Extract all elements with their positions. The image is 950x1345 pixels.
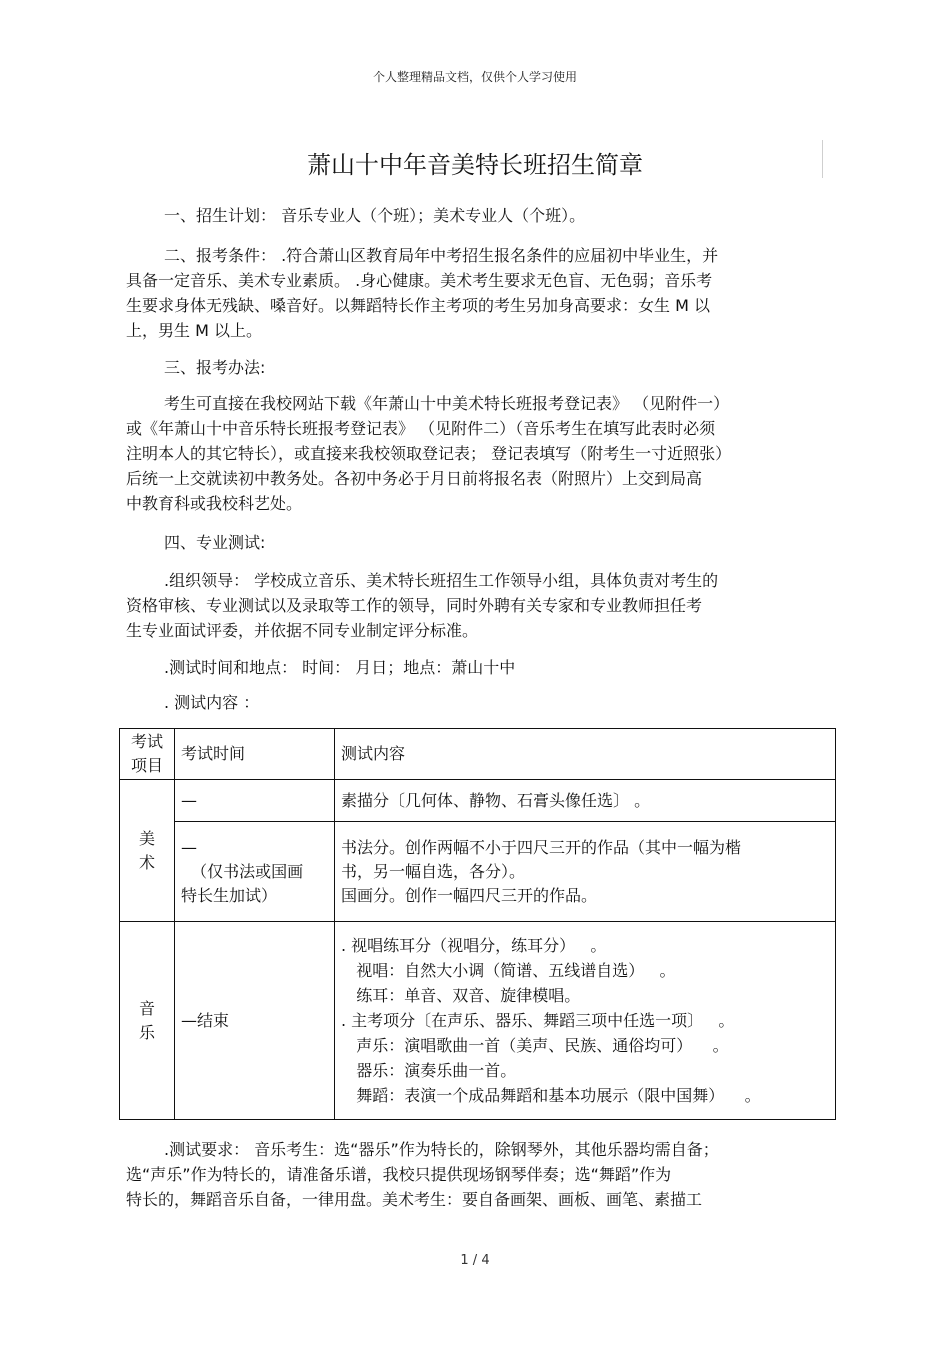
section-4-heading: 四、专业测试: xyxy=(164,533,266,552)
section-1-plan: 一、招生计划： 音乐专业人（个班）；美术专业人（个班）。 xyxy=(164,206,586,225)
org-line-3: 生专业面试评委，并依据不同专业制定评分标准。 xyxy=(126,621,479,640)
section-3-line-3: 注明本人的其它特长），或直接来我校领取登记表； 登记表填写（附考生一寸近照张） xyxy=(126,444,732,463)
table-row xyxy=(120,822,836,922)
section-2-line-4: 上，男生 M 以上。 xyxy=(126,321,262,340)
header-exam-item: 考试 项目 xyxy=(120,729,175,780)
page-header: 个人整理精品文档，仅供个人学习使用 xyxy=(372,70,577,84)
table-row xyxy=(120,780,836,822)
requirements-line-2: 选“声乐”作为特长的，请准备乐谱，我校只提供现场钢琴伴奏；选“舞蹈”作为 xyxy=(126,1165,672,1184)
art-extra-time: — （仅书法或国画 特长生加试） xyxy=(175,822,335,922)
music-label: 音 乐 xyxy=(120,922,175,1120)
section-2-line-2: 具备一定音乐、美术专业素质。 .身心健康。美术考生要求无色盲、无色弱；音乐考 xyxy=(126,271,713,290)
header-exam-content: 测试内容 xyxy=(335,729,836,780)
section-2-line-3: 生要求身体无残缺、嗓音好。以舞蹈特长作主考项的考生另加身高要求：女生 M 以 xyxy=(126,296,710,315)
org-line-2: 资格审核、专业测试以及录取等工作的领导，同时外聘有关专家和专业教师担任考 xyxy=(126,596,703,615)
art-sketch-content: 素描分〔几何体、静物、石膏头像任选〕 。 xyxy=(335,780,836,822)
art-sketch-time: — xyxy=(175,780,335,822)
section-3-line-5: 中教育科或我校科艺处。 xyxy=(126,494,303,513)
music-content: . 视唱练耳分（视唱分，练耳分） 。 视唱：自然大小调（简谱、五线谱自选） 。 练耳：单音、双音、旋律模唱。 . 主考项分〔在声乐、器乐、舞蹈三项中任选一项〕 。 声乐：演唱歌曲一首（美声、民族、通俗均可） 。 器乐：演奏乐曲一首。 舞蹈：表演一个成品舞蹈和基本功展示（限中国舞） 。 xyxy=(335,922,836,1120)
music-time: —结束 xyxy=(175,922,335,1120)
art-extra-content: 书法分。创作两幅不小于四尺三开的作品（其中一幅为楷 书，另一幅自选，各分）。 国画分。创作一幅四尺三开的作品。 xyxy=(335,822,836,922)
section-3-heading: 三、报考办法: xyxy=(164,358,266,377)
org-line-1: .组织领导： 学校成立音乐、美术特长班招生工作领导小组，具体负责对考生的 xyxy=(164,571,719,590)
test-content-label: . 测试内容 ： xyxy=(164,693,260,712)
test-time-place: .测试时间和地点： 时间： 月日；地点：萧山十中 xyxy=(164,658,516,677)
header-exam-time: 考试时间 xyxy=(175,729,335,780)
section-3-line-4: 后统一上交就读初中教务处。各初中务必于月日前将报名表（附照片）上交到局高 xyxy=(126,469,703,488)
table-row xyxy=(120,922,836,1120)
table-header-row xyxy=(120,729,836,780)
section-3-line-1: 考生可直接在我校网站下载《年萧山十中美术特长班报考登记表》 （见附件一） xyxy=(164,394,730,413)
section-3-line-2: 或《年萧山十中音乐特长班报考登记表》 （见附件二）（音乐考生在填写此表时必须 xyxy=(126,419,716,438)
test-content-table xyxy=(119,728,836,1120)
requirements-line-1: .测试要求： 音乐考生：选“器乐”作为特长的，除钢琴外，其他乐器均需自备； xyxy=(164,1140,719,1159)
art-label: 美 术 xyxy=(120,780,175,922)
page-number: 1 / 4 xyxy=(460,1253,490,1268)
page-title: 萧山十中年音美特长班招生简章 xyxy=(307,151,643,179)
section-2-line-1: 二、报考条件： .符合萧山区教育局年中考招生报名条件的应届初中毕业生，并 xyxy=(164,246,719,265)
requirements-line-3: 特长的，舞蹈音乐自备，一律用盘。美术考生：要自备画架、画板、画笔、素描工 xyxy=(126,1190,703,1209)
